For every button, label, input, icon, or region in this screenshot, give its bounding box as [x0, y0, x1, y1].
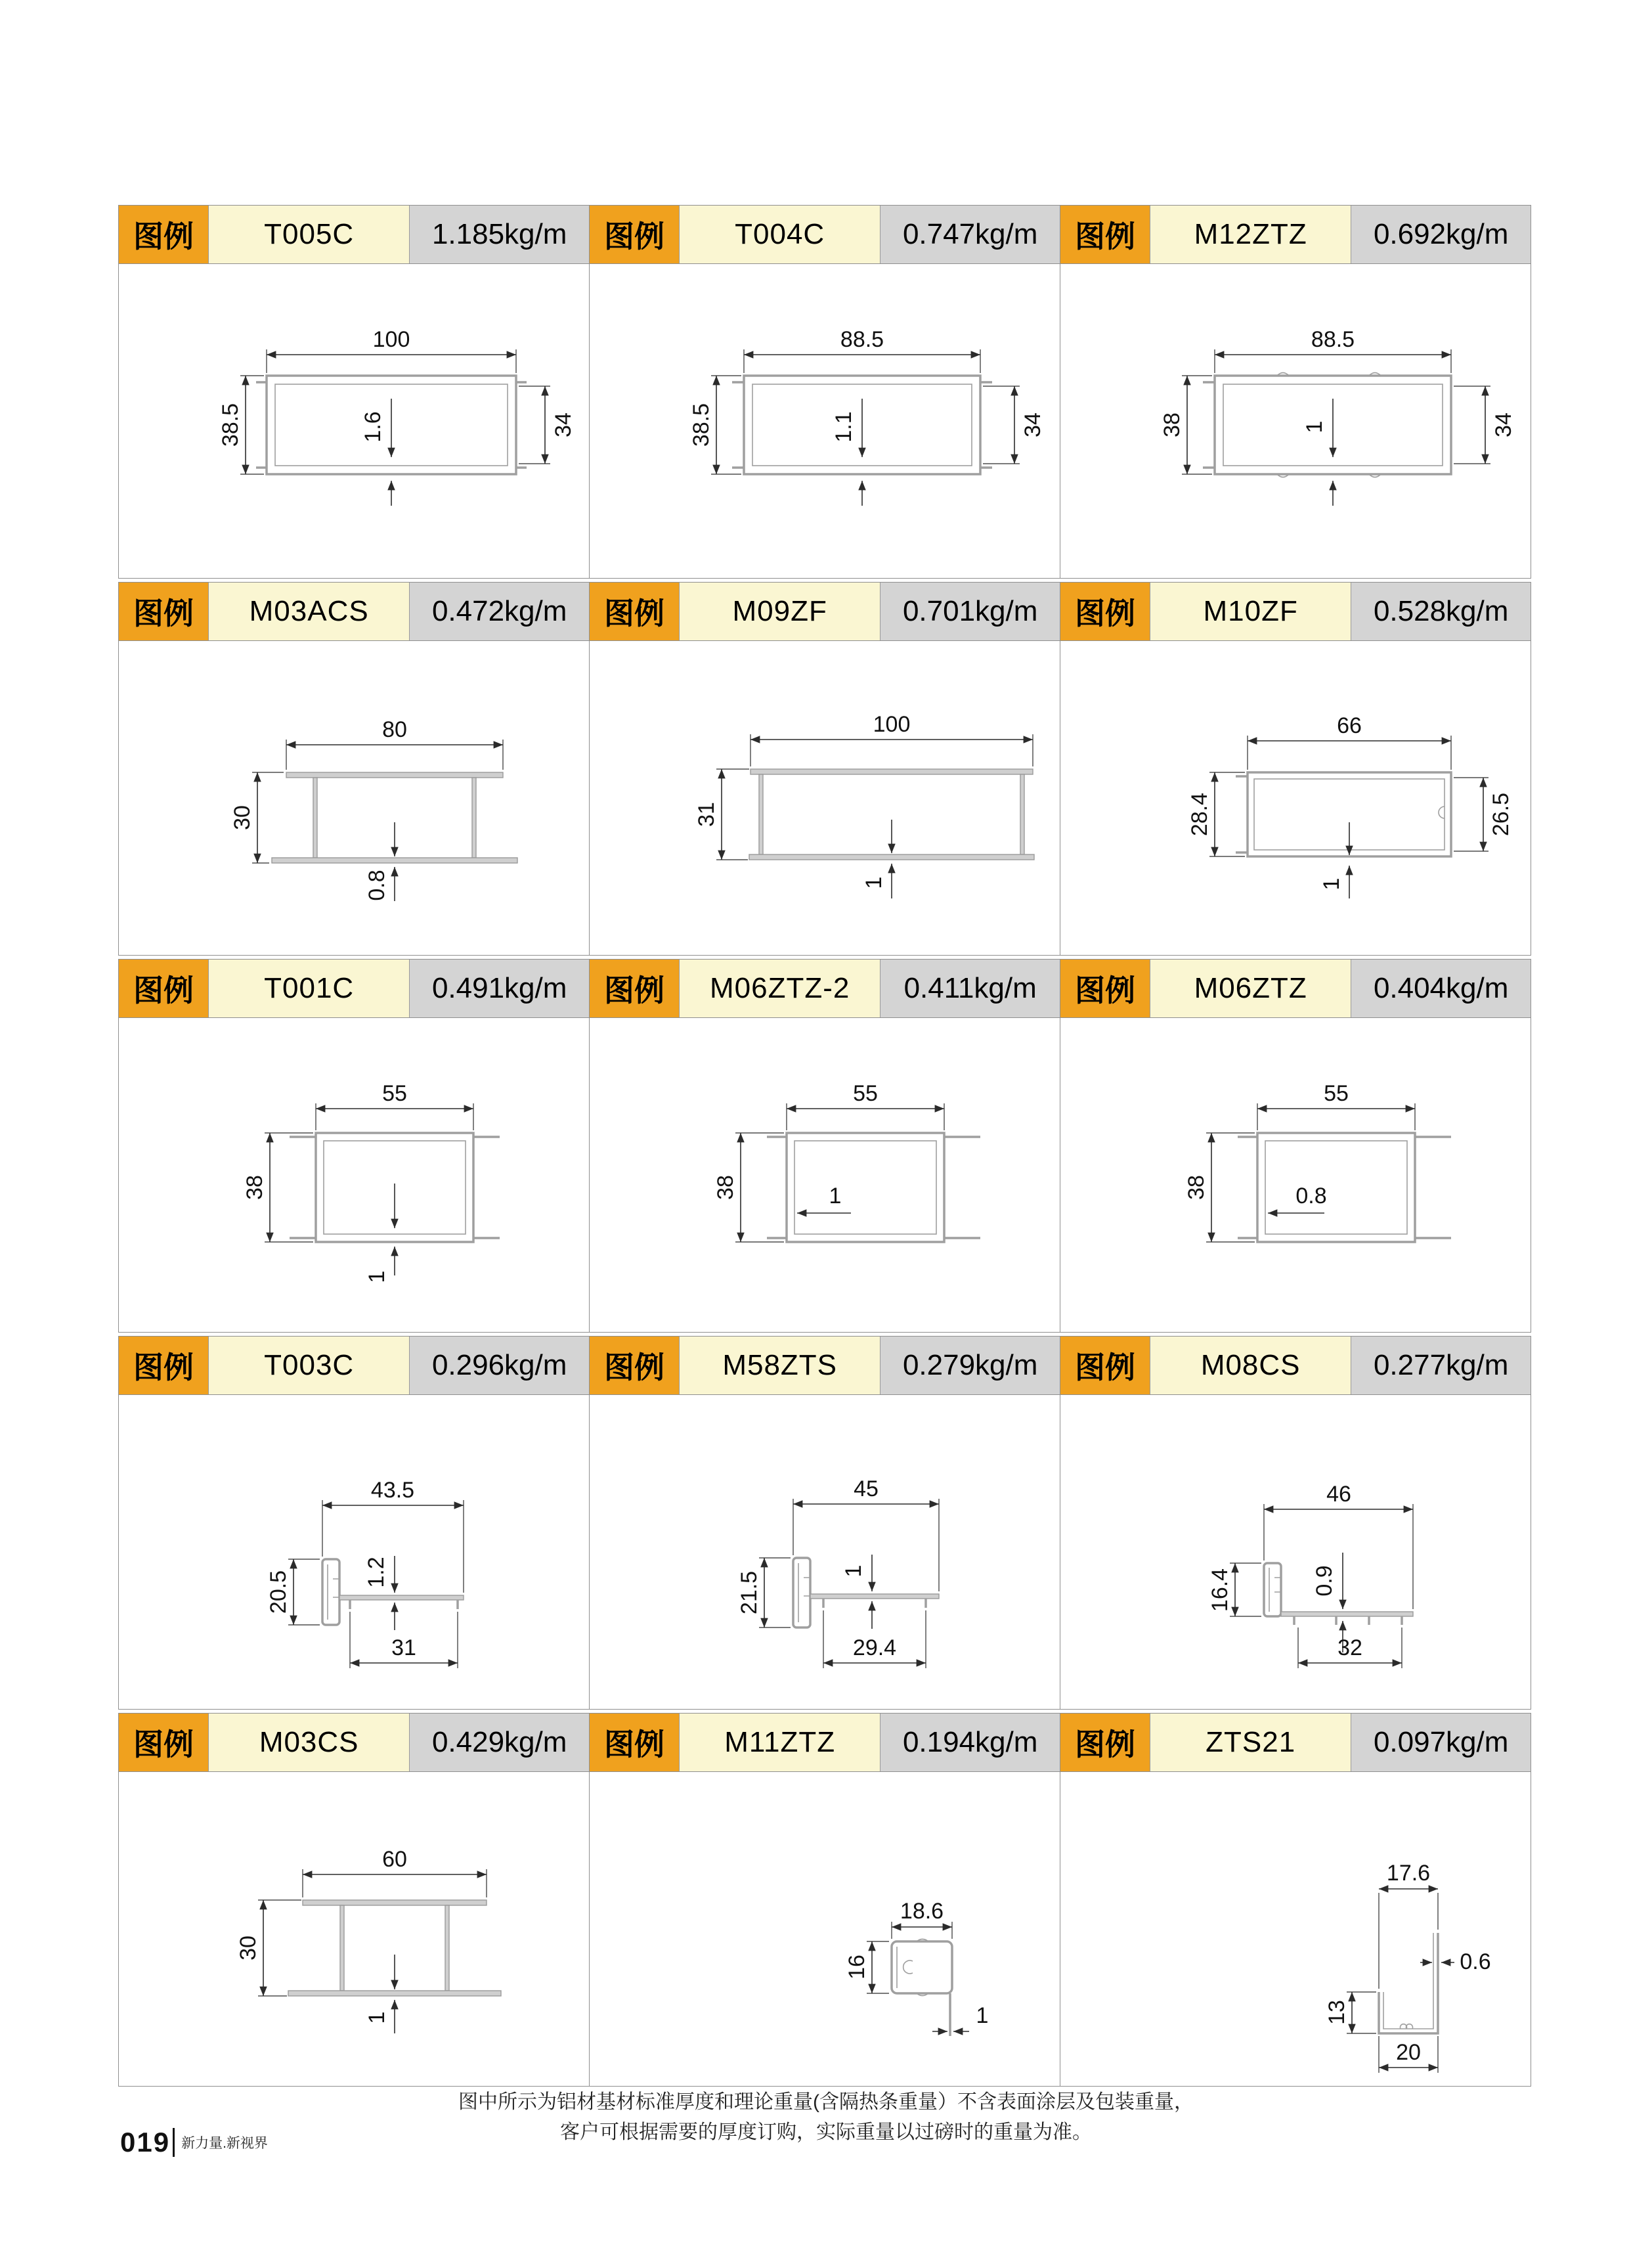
dim-thickness-label: 1 [829, 1184, 842, 1208]
profile-weight: 0.411kg/m [880, 960, 1060, 1017]
profile-card-m06ztz [1060, 959, 1531, 1333]
grid-row-2 [118, 582, 1534, 956]
footer-note-line2: 客户可根据需要的厚度订购，实际重量以过磅时的重量为准。 [560, 2121, 1092, 2143]
cross-section-drawing [1060, 1018, 1531, 1332]
card-header [119, 1337, 589, 1395]
profile-weight: 0.194kg/m [880, 1714, 1060, 1771]
profile-weight: 0.097kg/m [1351, 1714, 1531, 1771]
dim-thickness-label: 0.6 [1460, 1949, 1491, 1974]
card-header [1060, 583, 1531, 641]
profile-weight: 0.296kg/m [410, 1337, 589, 1394]
profile-drawing-area [590, 1772, 1060, 2086]
dim-thickness-label: 1.2 [364, 1557, 389, 1588]
profile-outline [286, 772, 503, 778]
legend-label: 图例 [590, 1337, 680, 1394]
dim-bottom-label: 31 [391, 1635, 416, 1660]
dim-right-label: 34 [551, 412, 576, 437]
card-header [590, 583, 1060, 641]
dim-thickness-label: 1 [364, 2011, 389, 2024]
page-number: 019 [120, 2127, 171, 2158]
dim-top-label: 88.5 [1311, 327, 1355, 352]
profile-code: T004C [680, 206, 880, 263]
profile-drawing-area [119, 1772, 589, 2086]
dim-top-label: 80 [382, 717, 407, 742]
cross-section-drawing [590, 1018, 1060, 1332]
profile-code: M03CS [209, 1714, 410, 1771]
profile-drawing-area [119, 264, 589, 578]
card-header [590, 1337, 1060, 1395]
profile-card-m12ztz [1060, 205, 1531, 579]
profile-code: M03ACS [209, 583, 410, 640]
profile-weight: 0.279kg/m [880, 1337, 1060, 1394]
card-header [1060, 960, 1531, 1018]
card-header [590, 206, 1060, 264]
grid-row-4 [118, 1336, 1534, 1710]
page-footer [120, 2127, 268, 2158]
profile-code: ZTS21 [1150, 1714, 1351, 1771]
profile-catalog-grid [118, 205, 1534, 2090]
dim-top-label: 66 [1337, 713, 1362, 738]
profile-code: M11ZTZ [680, 1714, 880, 1771]
card-header [119, 960, 589, 1018]
profile-weight: 0.701kg/m [880, 583, 1060, 640]
card-header [1060, 1337, 1531, 1395]
profile-drawing-area [590, 1018, 1060, 1332]
footer-note-line1: 图中所示为铝材基材标准厚度和理论重量(含隔热条重量）不含表面涂层及包装重量， [458, 2091, 1194, 2113]
legend-label: 图例 [119, 583, 209, 640]
legend-label: 图例 [1060, 583, 1150, 640]
dim-bottom-label: 20 [1396, 2040, 1421, 2065]
grid-row-5 [118, 1713, 1534, 2087]
profile-weight: 0.472kg/m [410, 583, 589, 640]
legend-label: 图例 [590, 960, 680, 1017]
dim-top-label: 55 [1324, 1081, 1349, 1106]
profile-card-m08cs [1060, 1336, 1531, 1710]
card-header [119, 206, 589, 264]
profile-card-t003c [118, 1336, 590, 1710]
profile-code: M12ZTZ [1150, 206, 1351, 263]
profile-drawing-area [119, 641, 589, 955]
dim-left-label: 28.4 [1187, 792, 1212, 837]
dim-left-label: 16 [844, 1955, 869, 1980]
cross-section-drawing [590, 1772, 1060, 2086]
brand-tagline: 新力量.新视界 [181, 2136, 268, 2151]
legend-label: 图例 [119, 960, 209, 1017]
profile-code: T003C [209, 1337, 410, 1394]
dim-left-label: 21.5 [737, 1570, 762, 1615]
profile-drawing-area [1060, 264, 1531, 578]
profile-code: M06ZTZ-2 [680, 960, 880, 1017]
profile-weight: 0.747kg/m [880, 206, 1060, 263]
dim-left-label: 38 [1160, 412, 1185, 437]
profile-outline [892, 1941, 952, 1993]
profile-code: T001C [209, 960, 410, 1017]
profile-drawing-area [119, 1018, 589, 1332]
legend-label: 图例 [590, 206, 680, 263]
cross-section-drawing [119, 1018, 589, 1332]
profile-drawing-area [590, 1395, 1060, 1709]
dim-left-label: 30 [236, 1936, 261, 1960]
profile-card-m03cs [118, 1713, 590, 2087]
profile-drawing-area [1060, 1395, 1531, 1709]
dim-thickness-label: 0.8 [1295, 1184, 1327, 1208]
dim-top-label: 100 [873, 712, 911, 737]
dim-right-label: 26.5 [1489, 792, 1513, 837]
dim-left-label: 16.4 [1207, 1568, 1232, 1612]
profile-outline [793, 1558, 810, 1627]
legend-label: 图例 [1060, 1714, 1150, 1771]
profile-outline [787, 1133, 944, 1242]
dim-left-label: 31 [694, 802, 719, 827]
profile-card-m03acs [118, 582, 590, 956]
profile-weight: 0.692kg/m [1351, 206, 1531, 263]
legend-label: 图例 [119, 1337, 209, 1394]
dim-bottom-label: 32 [1337, 1635, 1362, 1660]
profile-code: M06ZTZ [1150, 960, 1351, 1017]
profile-drawing-area [1060, 1018, 1531, 1332]
dim-top-label: 100 [372, 327, 410, 352]
cross-section-drawing [1060, 1772, 1531, 2086]
legend-label: 图例 [590, 583, 680, 640]
cross-section-drawing [1060, 264, 1531, 578]
dim-thickness-label: 1 [861, 876, 886, 889]
dim-top-label: 55 [382, 1081, 407, 1106]
legend-label: 图例 [119, 1714, 209, 1771]
cross-section-drawing [1060, 641, 1531, 955]
profile-outline [1264, 1563, 1281, 1616]
profile-outline [750, 769, 1033, 774]
profile-outline [303, 1900, 487, 1905]
dim-thickness-label: 1 [364, 1270, 389, 1283]
grid-row-3 [118, 959, 1534, 1333]
profile-code: M10ZF [1150, 583, 1351, 640]
dim-thickness-label: 1.1 [831, 411, 856, 443]
profile-card-m09zf [589, 582, 1060, 956]
dim-thickness-label: 1.6 [360, 411, 385, 443]
profile-weight: 0.429kg/m [410, 1714, 589, 1771]
profile-card-t005c [118, 205, 590, 579]
cross-section-drawing [1060, 1395, 1531, 1709]
profile-card-m06ztz-2 [589, 959, 1060, 1333]
profile-weight: 0.528kg/m [1351, 583, 1531, 640]
profile-code: M58ZTS [680, 1337, 880, 1394]
dim-left-label: 13 [1324, 2000, 1349, 2025]
legend-label: 图例 [1060, 960, 1150, 1017]
dim-left-label: 38.5 [689, 403, 714, 447]
dim-left-label: 38.5 [218, 403, 243, 447]
cross-section-drawing [119, 1395, 589, 1709]
profile-card-m10zf [1060, 582, 1531, 956]
dim-left-label: 20.5 [266, 1570, 291, 1614]
profile-weight: 0.404kg/m [1351, 960, 1531, 1017]
profile-card-m58zts [589, 1336, 1060, 1710]
card-header [1060, 1714, 1531, 1772]
profile-code: M08CS [1150, 1337, 1351, 1394]
legend-label: 图例 [590, 1714, 680, 1771]
cross-section-drawing [119, 264, 589, 578]
profile-drawing-area [1060, 1772, 1531, 2086]
dim-left-label: 38 [242, 1175, 267, 1200]
cross-section-drawing [119, 641, 589, 955]
dim-top-label: 43.5 [370, 1478, 415, 1503]
dim-top-label: 60 [382, 1847, 407, 1872]
dim-left-label: 38 [1184, 1175, 1209, 1200]
cross-section-drawing [590, 264, 1060, 578]
profile-drawing-area [590, 264, 1060, 578]
dim-left-label: 30 [230, 805, 255, 830]
card-header [590, 1714, 1060, 1772]
dim-thickness-label: 1 [976, 2003, 989, 2028]
profile-drawing-area [119, 1395, 589, 1709]
dim-thickness-label: 1 [841, 1564, 866, 1578]
profile-code: T005C [209, 206, 410, 263]
dim-left-label: 38 [713, 1175, 738, 1200]
card-header [1060, 206, 1531, 264]
profile-outline [1257, 1133, 1415, 1242]
profile-outline [322, 1559, 339, 1625]
profile-card-t001c [118, 959, 590, 1333]
cross-section-drawing [590, 1395, 1060, 1709]
legend-label: 图例 [119, 206, 209, 263]
dim-thickness-label: 1 [1302, 420, 1327, 433]
cross-section-drawing [119, 1772, 589, 2086]
profile-card-m11ztz [589, 1713, 1060, 2087]
profile-card-zts21 [1060, 1713, 1531, 2087]
profile-drawing-area [590, 641, 1060, 955]
dim-right-label: 34 [1491, 412, 1516, 437]
dim-bottom-label: 29.4 [852, 1635, 897, 1660]
profile-weight: 0.491kg/m [410, 960, 589, 1017]
profile-outline [1379, 1933, 1438, 2033]
dim-right-label: 34 [1020, 412, 1045, 437]
cross-section-drawing [590, 641, 1060, 955]
dim-thickness-label: 0.9 [1312, 1565, 1337, 1597]
profile-code: M09ZF [680, 583, 880, 640]
dim-top-label: 45 [854, 1476, 879, 1501]
dim-top-label: 46 [1326, 1482, 1351, 1507]
dim-thickness-label: 1 [1319, 877, 1344, 891]
profile-drawing-area [1060, 641, 1531, 955]
card-header [590, 960, 1060, 1018]
card-header [119, 1714, 589, 1772]
card-header [119, 583, 589, 641]
dim-top-label: 55 [853, 1081, 878, 1106]
profile-weight: 0.277kg/m [1351, 1337, 1531, 1394]
dim-thickness-label: 0.8 [364, 870, 389, 901]
dim-top-label: 18.6 [900, 1899, 944, 1924]
dim-top-label: 88.5 [840, 327, 884, 352]
page-number-divider [173, 2128, 175, 2157]
profile-weight: 1.185kg/m [410, 206, 589, 263]
grid-row-1 [118, 205, 1534, 579]
dim-top-label: 17.6 [1386, 1861, 1431, 1886]
legend-label: 图例 [1060, 1337, 1150, 1394]
profile-card-t004c [589, 205, 1060, 579]
legend-label: 图例 [1060, 206, 1150, 263]
